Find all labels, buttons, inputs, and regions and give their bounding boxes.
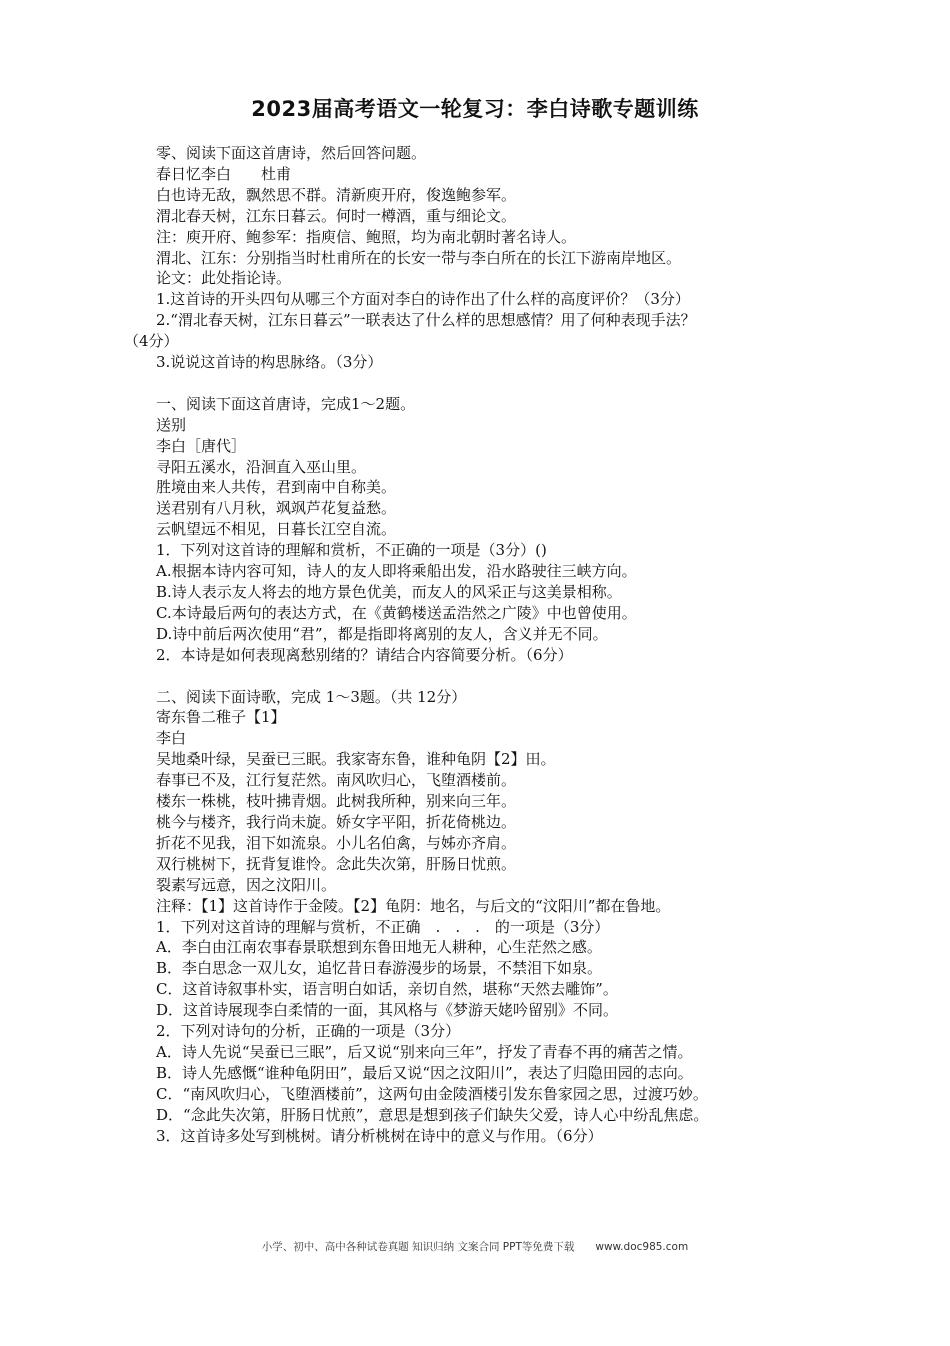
poem-line: 楼东一株桃，枝叶拂青烟。此树我所种，别来向三年。 — [156, 792, 517, 811]
option-a: A．李白由江南农事春景联想到东鲁田地无人耕种，心生茫然之感。 — [156, 938, 602, 957]
question-2: 2．下列对诗句的分析，正确的一项是（3分） — [156, 1022, 461, 1041]
question-1: 1．下列对这首诗的理解与赏析，不正确 . . . 的一项是（3分） — [156, 917, 610, 936]
poem-line: 白也诗无敌，飘然思不群。清新庾开府，俊逸鲍参军。 — [156, 185, 517, 204]
option-c: C．“南风吹归心，飞堕酒楼前”，这两句由金陵酒楼引发东鲁家园之思，过渡巧妙。 — [156, 1084, 708, 1103]
option-b: B.诗人表示友人将去的地方景色优美，而友人的风采正与这美景相称。 — [156, 583, 622, 602]
poem-annotation: 注释：【1】这首诗作于金陵。【2】龟阴：地名，与后文的“汶阳川”都在鲁地。 — [156, 896, 671, 915]
poem-line: 吴地桑叶绿，吴蚕已三眠。我家寄东鲁，谁种龟阴【2】田。 — [156, 750, 556, 769]
document-title: 2023届高考语文一轮复习：李白诗歌专题训练 — [251, 97, 699, 121]
poem-line: 云帆望远不相见，日暮长江空自流。 — [156, 520, 397, 539]
question-2: 2．本诗是如何表现离愁别绪的？请结合内容简要分析。（6分） — [156, 645, 573, 664]
section0-heading: 零、阅读下面这首唐诗，然后回答问题。 — [156, 144, 427, 162]
poem-line: 渭北春天树，江东日暮云。何时一樽酒，重与细论文。 — [156, 206, 517, 225]
question-3: 3.说说这首诗的构思脉络。（3分） — [156, 353, 383, 372]
option-a: A．诗人先说“吴蚕已三眠”，后又说“别来向三年”，抒发了青春不再的痛苦之情。 — [156, 1042, 693, 1061]
option-b: B．诗人先感慨“谁种龟阴田”，最后又说“因之汶阳川”，表达了归隐田园的志向。 — [156, 1063, 693, 1082]
option-d: D．“念此失次第，肝肠日忧煎”，意思是想到孩子们缺失父爱，诗人心中纷乱焦虑。 — [156, 1105, 709, 1124]
option-b: B．李白思念一双儿女，追忆昔日春游漫步的场景，不禁泪下如泉。 — [156, 959, 603, 978]
question-2-continued: （4分） — [124, 332, 179, 351]
section1-author: 李白［唐代］ — [156, 436, 247, 455]
blank-line — [124, 666, 844, 687]
section1-heading: 一、阅读下面这首唐诗，完成1～2题。 — [156, 394, 416, 413]
poem-note: 注：庾开府、鲍参军：指庾信、鲍照，均为南北朝时著名诗人。 — [156, 227, 577, 246]
poem-line: 春事已不及，江行复茫然。南风吹归心，飞堕酒楼前。 — [156, 771, 517, 790]
poem-line: 寻阳五溪水，沿洄直入巫山里。 — [156, 457, 367, 476]
section2-heading: 二、阅读下面诗歌，完成 1～3题。（共 12分） — [156, 687, 467, 706]
document-body — [124, 143, 844, 1146]
option-c: C.本诗最后两句的表达方式，在《黄鹤楼送孟浩然之广陵》中也曾使用。 — [156, 603, 637, 622]
option-d: D．这首诗展现李白柔情的一面，其风格与《梦游天姥吟留别》不同。 — [156, 1001, 619, 1020]
poem-line: 送君别有八月秋，飒飒芦花复益愁。 — [156, 499, 397, 518]
poem-note: 渭北、江东：分别指当时杜甫所在的长安一带与李白所在的长江下游南岸地区。 — [156, 248, 682, 267]
option-d: D.诗中前后两次使用“君”，都是指即将离别的友人，含义并无不同。 — [156, 624, 608, 643]
option-c: C．这首诗叙事朴实，语言明白如话，亲切自然，堪称“天然去雕饰”。 — [156, 980, 618, 999]
section0-poem-title: 春日忆李白 杜甫 — [156, 164, 292, 183]
question-1: 1．下列对这首诗的理解和赏析，不正确的一项是（3分）() — [156, 541, 547, 560]
question-2: 2.“渭北春天树，江东日暮云”一联表达了什么样的思想感情？用了何种表现手法？ — [156, 311, 696, 330]
poem-note: 论文：此处指论诗。 — [156, 269, 292, 288]
section2-author: 李白 — [156, 729, 187, 748]
section1-poem-title: 送别 — [156, 415, 187, 434]
question-1: 1.这首诗的开头四句从哪三个方面对李白的诗作出了什么样的高度评价？（3分） — [156, 290, 690, 309]
blank-line — [124, 373, 844, 394]
poem-line: 胜境由来人共传，君到南中自称美。 — [156, 478, 397, 497]
option-a: A.根据本诗内容可知，诗人的友人即将乘船出发，沿水路驶往三峡方向。 — [156, 562, 637, 581]
poem-line: 折花不见我，泪下如流泉。小儿名伯禽，与姊亦齐肩。 — [156, 833, 517, 852]
poem-line: 裂素写远意，因之汶阳川。 — [156, 875, 337, 894]
question-3: 3．这首诗多处写到桃树。请分析桃树在诗中的意义与作用。（6分） — [156, 1126, 603, 1145]
section2-poem-title: 寄东鲁二稚子【1】 — [156, 708, 286, 727]
poem-line: 双行桃树下，抚背复谁怜。念此失次第，肝肠日忧煎。 — [156, 854, 517, 873]
poem-line: 桃今与楼齐，我行尚未旋。娇女字平阳，折花倚桃边。 — [156, 812, 517, 831]
page-footer: 小学、初中、高中各种试卷真题 知识归纳 文案合同 PPT等免费下载 www.doc985.com — [261, 1241, 689, 1253]
